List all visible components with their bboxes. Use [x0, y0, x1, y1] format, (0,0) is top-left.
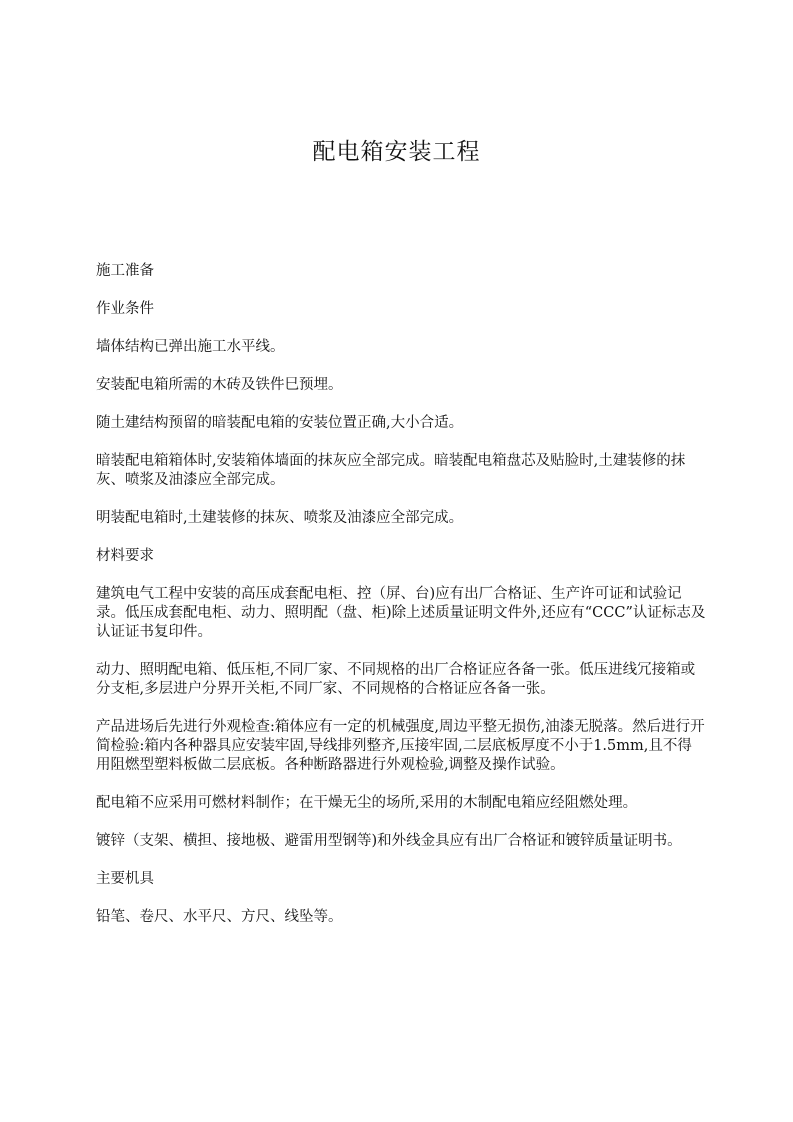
section-heading: 材料要求 — [96, 548, 154, 564]
paragraph: 产品进场后先进行外观检查:箱体应有一定的机械强度,周边平整无损伤,油漆无脱落。然后进行开简检验:箱内各种器具应安装牢固,导线排列整齐,压接牢固,二层底板厚度不小于1.5mm,且不得用阻燃型塑料板做二层底板。各种断路器进行外观检验,调整及操作试验。 — [96, 719, 705, 773]
paragraph: 配电箱不应采用可燃材料制作；在干燥无尘的场所,采用的木制配电箱应经阻燃处理。 — [96, 795, 638, 811]
paragraph: 暗装配电箱箱体时,安装箱体墙面的抹灰应全部完成。暗装配电箱盘芯及贴脸时,土建装修的抹灰、喷浆及油漆应全部完成。 — [96, 453, 686, 488]
paragraph: 动力、照明配电箱、低压柜,不同厂家、不同规格的出厂合格证应各备一张。低压进线冗接箱或分支柜,多层进户分界开关柜,不同厂家、不同规格的合格证应各备一张。 — [96, 662, 696, 697]
paragraph: 建筑电气工程中安装的高压成套配电柜、控（屏、台)应有出厂合格证、生产许可证和试验记录。低压成套配电柜、动力、照明配（盘、柜)除上述质量证明文件外,还应有“CCC”认证标志及认证证书复印件。 — [96, 586, 706, 640]
paragraph: 墙体结构已弹出施工水平线。 — [96, 339, 285, 355]
paragraph: 随土建结构预留的暗装配电箱的安装位置正确,大小合适。 — [96, 415, 464, 431]
section-heading: 主要机具 — [96, 871, 154, 887]
document-body — [96, 262, 706, 946]
paragraph: 明装配电箱时,土建装修的抹灰、喷浆及油漆应全部完成。 — [96, 510, 464, 526]
document-title: 配电箱安装工程 — [312, 139, 481, 165]
section-heading: 施工准备 — [96, 263, 154, 279]
paragraph: 铅笔、卷尺、水平尺、方尺、线坠等。 — [96, 909, 343, 925]
section-heading: 作业条件 — [96, 301, 154, 317]
paragraph: 镀锌（支架、横担、接地极、避雷用型钢等)和外线金具应有出厂合格证和镀锌质量证明书。 — [96, 833, 682, 849]
paragraph: 安装配电箱所需的木砖及铁件巳预埋。 — [96, 377, 343, 393]
